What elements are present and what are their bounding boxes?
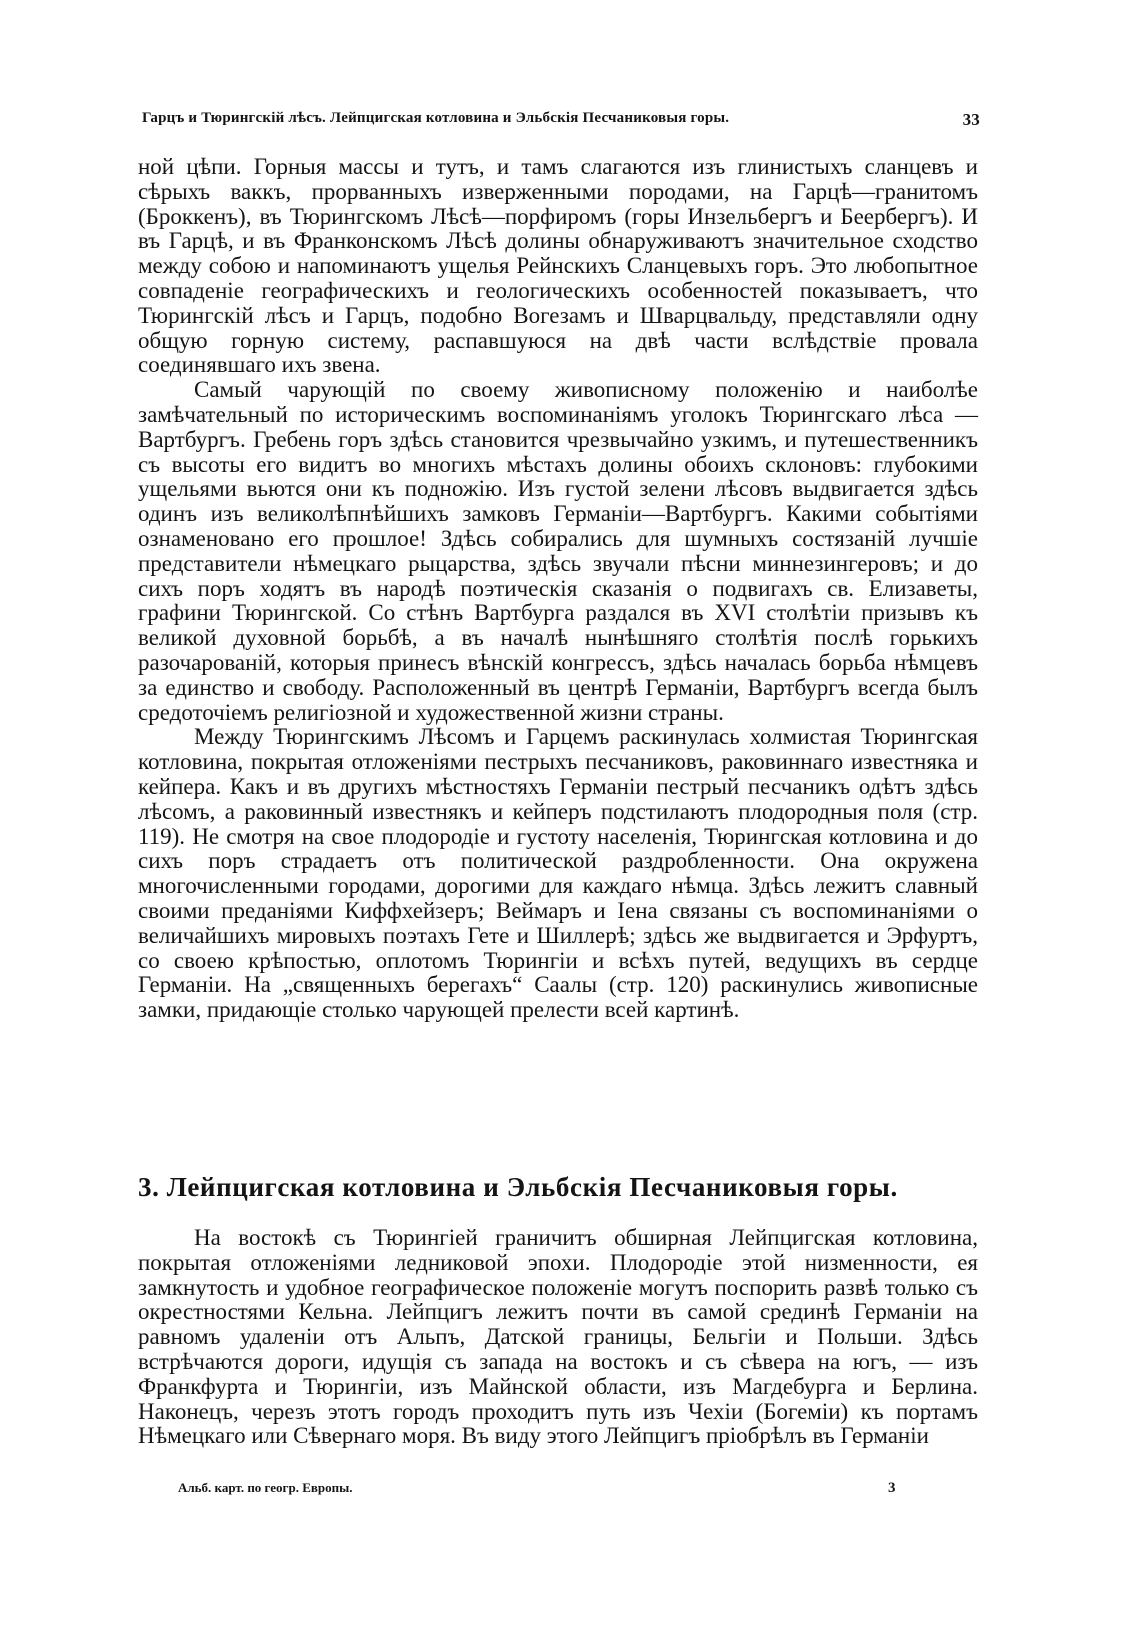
paragraph-thuringian-basin: Между Тюрингскимъ Лѣсомъ и Гарцемъ раскинулась холмистая Тюрингская котловина, покрытая отложеніями пестрыхъ песчаниковъ, раковиннаго известняка и кейпера. Какъ и въ другихъ мѣстностяхъ Германіи пестрый песчаникъ одѣтъ здѣсь лѣсомъ, а раковинный известнякъ и кейперъ подстилаютъ плодородныя поля (стр. 119). Не смотря на свое плодородіе и густоту населенія, Тюрингская котловина и до сихъ поръ страдаетъ отъ политической раздробленности. Она окружена многочисленными городами, дорогими для каждаго нѣмца. Здѣсь лежитъ славный своими преданіями Киффхейзеръ; Веймаръ и Іена связаны съ воспоминаніями о величайшихъ мировыхъ поэтахъ Гете и Шиллерѣ; здѣсь же выдвигается и Эрфуртъ, со своею крѣпостью, оплотомъ Тюрингіи и всѣхъ путей, ведущихъ въ сердце Германіи. На „священныхъ берегахъ“ Саалы (стр. 120) раскинулись живописные замки, придающіе столько чарующей прелести всей картинѣ. — [138, 724, 978, 1023]
section-text — [138, 1226, 978, 1449]
page-footer — [178, 1480, 918, 1496]
running-header — [142, 110, 980, 127]
footer-imprint: Альб. карт. по геогр. Европы. — [178, 1480, 353, 1495]
paragraph-wartburg: Самый чарующій по своему живописному положенію и наиболѣе замѣчательный по историческимъ воспоминаніямъ уголокъ Тюрингскаго лѣса — Вартбургъ. Гребень горъ здѣсь становится чрезвычайно узкимъ, и путешественникъ съ высоты его видитъ во многихъ мѣстахъ долины обоихъ склоновъ: глубокими ущельями вьются они къ подножію. Изъ густой зелени лѣсовъ выдвигается здѣсь одинъ изъ великолѣпнѣйшихъ замковъ Германіи—Вартбургъ. Какими событіями ознаменовано его прошлое! Здѣсь собирались для шумныхъ состязаній лучшіе представители нѣмецкаго рыцарства, здѣсь звучали пѣсни миннезингеровъ; и до сихъ поръ ходятъ въ народѣ поэтическія сказанія о подвигахъ св. Елизаветы, графини Тюрингской. Со стѣнъ Вартбурга раздался въ XVI столѣтіи призывъ къ великой духовной борьбѣ, а въ началѣ нынѣшняго столѣтія послѣ горькихъ разочарованій, которыя принесъ вѣнскій конгрессъ, здѣсь началась борьба нѣмцевъ за единство и свободу. Расположенный въ центрѣ Германіи, Вартбургъ всегда былъ средоточіемъ религіозной и художественной жизни страны. — [138, 377, 978, 725]
running-title: Гарцъ и Тюрингскій лѣсъ. Лейпцигская котловина и Эльбскія Песчаниковыя горы. — [142, 110, 730, 126]
section-heading: 3. Лейпцигская котловина и Эльбскія Песчаниковыя горы. — [138, 1172, 898, 1202]
paragraph-leipzig-basin: На востокѣ съ Тюрингіей граничитъ обширная Лейпцигская котловина, покрытая отложеніями ледниковой эпохи. Плодородіе этой низменности, ея замкнутость и удобное географическое положеніе могутъ поспорить развѣ только съ окрестностями Кельна. Лейпцигъ лежитъ почти въ самой срединѣ Германіи на равномъ удаленіи отъ Альпъ, Датской границы, Бельгіи и Польши. Здѣсь встрѣчаются дороги, идущія съ запада на востокъ и съ сѣвера на югъ, — изъ Франкфурта и Тюрингіи, изъ Майнской области, изъ Магдебурга и Берлина. Наконецъ, черезъ этотъ городъ проходитъ путь изъ Чехіи (Богеміи) къ портамъ Нѣмецкаго или Сѣвернаго моря. Въ виду этого Лейпцигъ пріобрѣлъ въ Германіи — [138, 1225, 978, 1449]
paragraph-continuation: ной цѣпи. Горныя массы и тутъ, и тамъ слагаются изъ глинистыхъ сланцевъ и сѣрыхъ ваккъ, прорванныхъ изверженными породами, на Гарцѣ—гранитомъ (Броккенъ), въ Тюрингскомъ Лѣсѣ—порфиромъ (горы Инзельбергъ и Беербергъ). И въ Гарцѣ, и въ Франконскомъ Лѣсѣ долины обнаруживаютъ значительное сходство между собою и напоминаютъ ущелья Рейнскихъ Сланцевыхъ горъ. Это любопытное совпаденіе географическихъ и геологическихъ особенностей показываетъ, что Тюрингскій лѣсъ и Гарцъ, подобно Вогезамъ и Шварцвальду, представляли одну общую горную систему, распавшуюся на двѣ части вслѣдствіе провала соединявшаго ихъ звена. — [138, 154, 978, 378]
signature-mark: 3 — [888, 1480, 896, 1496]
page-number: 33 — [962, 110, 980, 129]
main-text-column — [138, 155, 978, 1023]
